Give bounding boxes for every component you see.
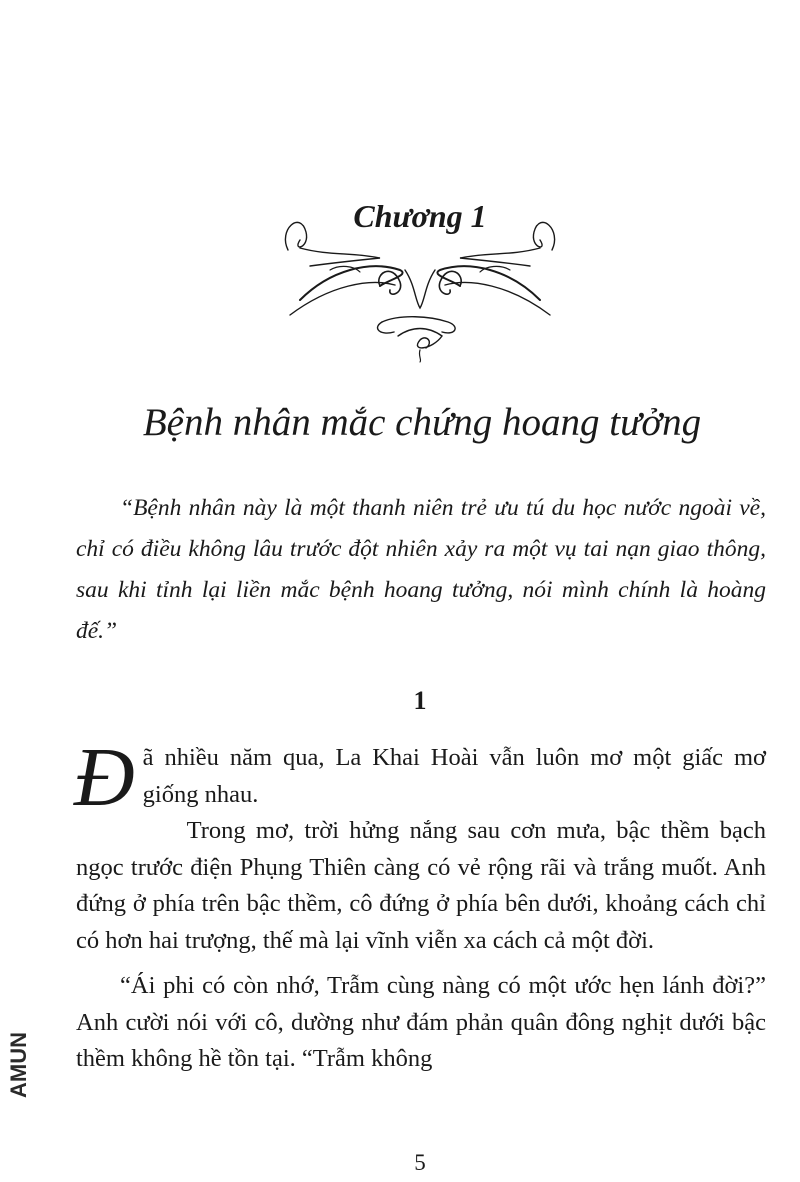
drop-cap: Đ xyxy=(74,731,135,824)
body-paragraph: Trong mơ, trời hửng nắng sau cơn mưa, bậc thềm bạch ngọc trước điện Phụng Thiên càng có vẻ rộng rãi và trắng muốt. Anh đứng ở phía trên bậc thềm, cô đứng ở phía bên dưới, khoảng cách chỉ có hơn hai trượng, thế mà lại vĩnh viễn xa cách cả một đời. xyxy=(76,817,766,954)
chapter-epigraph: “Bệnh nhân này là một thanh niên trẻ ưu tú du học nước ngoài về, chỉ có điều không lâu trước đột nhiên xảy ra một vụ tai nạn giao thông, sau khi tỉnh lại liền mắc bệnh hoang tưởng, nói mình chính là hoàng đế.” xyxy=(76,495,766,644)
body-paragraph xyxy=(74,731,766,824)
publisher-logo-text: AMUN xyxy=(6,1032,31,1098)
body-text xyxy=(74,731,766,1078)
publisher-logo xyxy=(2,1028,30,1102)
section-number: 1 xyxy=(413,686,427,715)
paragraph-text: ã nhiều năm qua, La Khai Hoài vẫn luôn mơ một giấc mơ giống nhau. xyxy=(142,744,766,808)
page-number: 5 xyxy=(414,1150,426,1175)
body-paragraph: “Ái phi có còn nhớ, Trẫm cùng nàng có một ước hẹn lánh đời?” Anh cười nói với cô, dường như đám phản quân đông nghịt dưới bậc thềm không hề tồn tại. “Trẫm không xyxy=(76,972,766,1072)
chapter-label: Chương 1 xyxy=(353,198,487,234)
chapter-title: Bệnh nhân mắc chứng hoang tưởng xyxy=(142,401,702,444)
